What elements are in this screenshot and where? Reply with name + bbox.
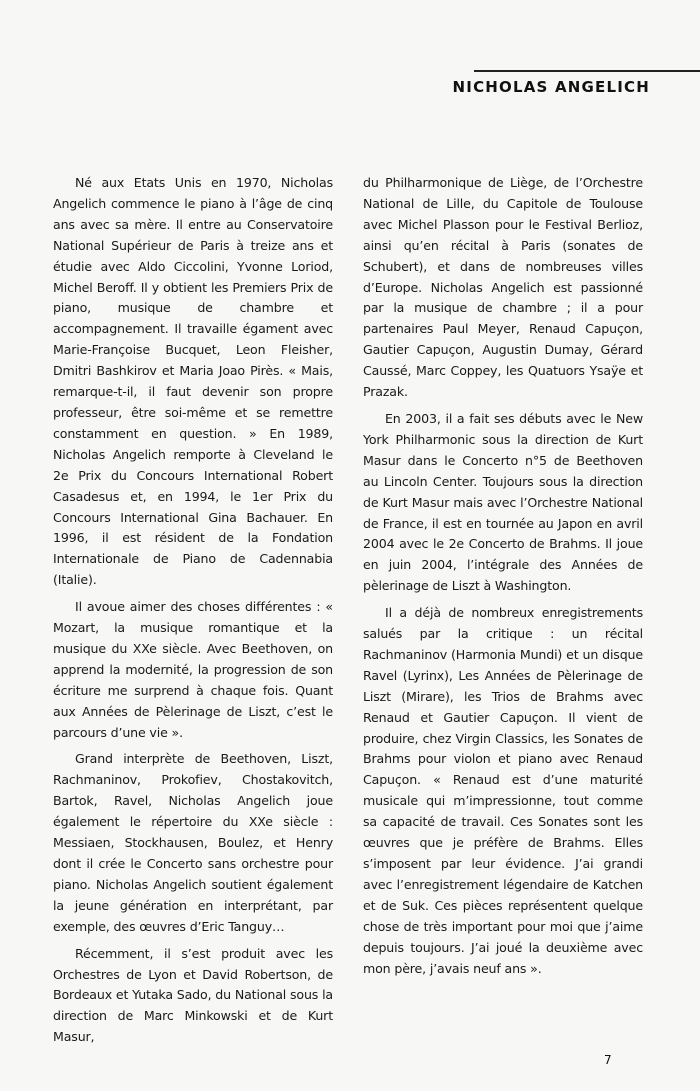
paragraph-quote-influences: Il avoue aimer des choses différentes : « Mozart, la musique romantique et la musique du XXe siècle. Avec Beethoven, on apprend la modernité, la progression de son écriture me surprend à chaque fois. Quant aux Années de Pèlerinage de Liszt, c’est le parcours d’une vie ». bbox=[53, 599, 333, 740]
paragraph-recordings: Il a déjà de nombreux enregistrements salués par la critique : un récital Rachmaninov (Harmonia Mundi) et un disque Ravel (Lyrinx), Les Années de Pèlerinage de Liszt (Mirare), les Trios de Brahms avec Renaud et Gautier Capuçon. Il vient de produire, chez Virgin Classics, les Sonates de Brahms pour violon et piano avec Renaud Capuçon. « Renaud est d’une maturité musicale qui m’impressionne, tout comme sa capacité de travail. Ces Sonates sont les œuvres que je préfère de Brahms. Elles s’imposent par leur évidence. J’ai grandi avec l’enregistrement légendaire de Katchen et de Suk. Ces pièces représentent quelque chose de très important pour moi que j’aime depuis toujours. J’ai joué la deuxième avec mon père, j’avais neuf ans ». bbox=[363, 605, 643, 976]
right-column bbox=[363, 173, 643, 985]
header-rule bbox=[474, 70, 700, 72]
left-column bbox=[53, 173, 333, 1054]
paragraph-orchestras-chamber: du Philharmonique de Liège, de l’Orchestre National de Lille, du Capitole de Toulouse avec Michel Plasson pour le Festival Berlioz, ainsi qu’en récital à Paris (sonates de Schubert), et dans de nombreuses villes d’Europe. Nicholas Angelich est passionné par la musique de chambre ; il a pour partenaires Paul Meyer, Renaud Capuçon, Gautier Capuçon, Augustin Dumay, Gérard Caussé, Marc Coppey, les Quatuors Ysaÿe et Prazak. bbox=[363, 175, 643, 400]
paragraph-repertoire: Grand interprète de Beethoven, Liszt, Rachmaninov, Prokofiev, Chostakovitch, Bartok, Ravel, Nicholas Angelich joue également le répertoire du XXe siècle : Messiaen, Stockhausen, Boulez, et Henry dont il crée le Concerto sans orchestre pour piano. Nicholas Angelich soutient également la jeune génération en interprétant, par exemple, des œuvres d’Eric Tanguy… bbox=[53, 751, 333, 934]
paragraph-biography: Né aux Etats Unis en 1970, Nicholas Angelich commence le piano à l’âge de cinq ans avec sa mère. Il entre au Conservatoire National Supérieur de Paris à treize ans et étudie avec Aldo Ciccolini, Yvonne Loriod, Michel Beroff. Il y obtient les Premiers Prix de piano, musique de chambre et accompagnement. Il travaille égament avec Marie-Françoise Bucquet, Leon Fleisher, Dmitri Bashkirov et Maria Joao Pirès. « Mais, remarque-t-il, il faut devenir son propre professeur, être soi-même et se remettre constamment en question. » En 1989, Nicholas Angelich remporte à Cleveland le 2e Prix du Concours International Robert Casadesus et, en 1994, le 1er Prix du Concours International Gina Bachauer. En 1996, il est résident de la Fondation Internationale de Piano de Cadennabia (Italie). bbox=[53, 175, 333, 588]
paragraph-new-york-debut: En 2003, il a fait ses débuts avec le New York Philharmonic sous la direction de Kurt Masur dans le Concerto n°5 de Beethoven au Lincoln Center. Toujours sous la direction de Kurt Masur mais avec l’Orchestre National de France, il est en tournée au Japon en avril 2004 avec le 2e Concerto de Brahms. Il joue en juin 2004, l’intégrale des Années de pèlerinage de Liszt à Washington. bbox=[363, 410, 643, 594]
page-number: 7 bbox=[604, 1053, 612, 1067]
page-header-title: NICHOLAS ANGELICH bbox=[452, 78, 650, 96]
paragraph-recent-performances: Récemment, il s’est produit avec les Orchestres de Lyon et David Robertson, de Bordeaux et Yutaka Sado, du National sous la direction de Marc Minkowski et de Kurt Masur, bbox=[53, 945, 333, 1045]
